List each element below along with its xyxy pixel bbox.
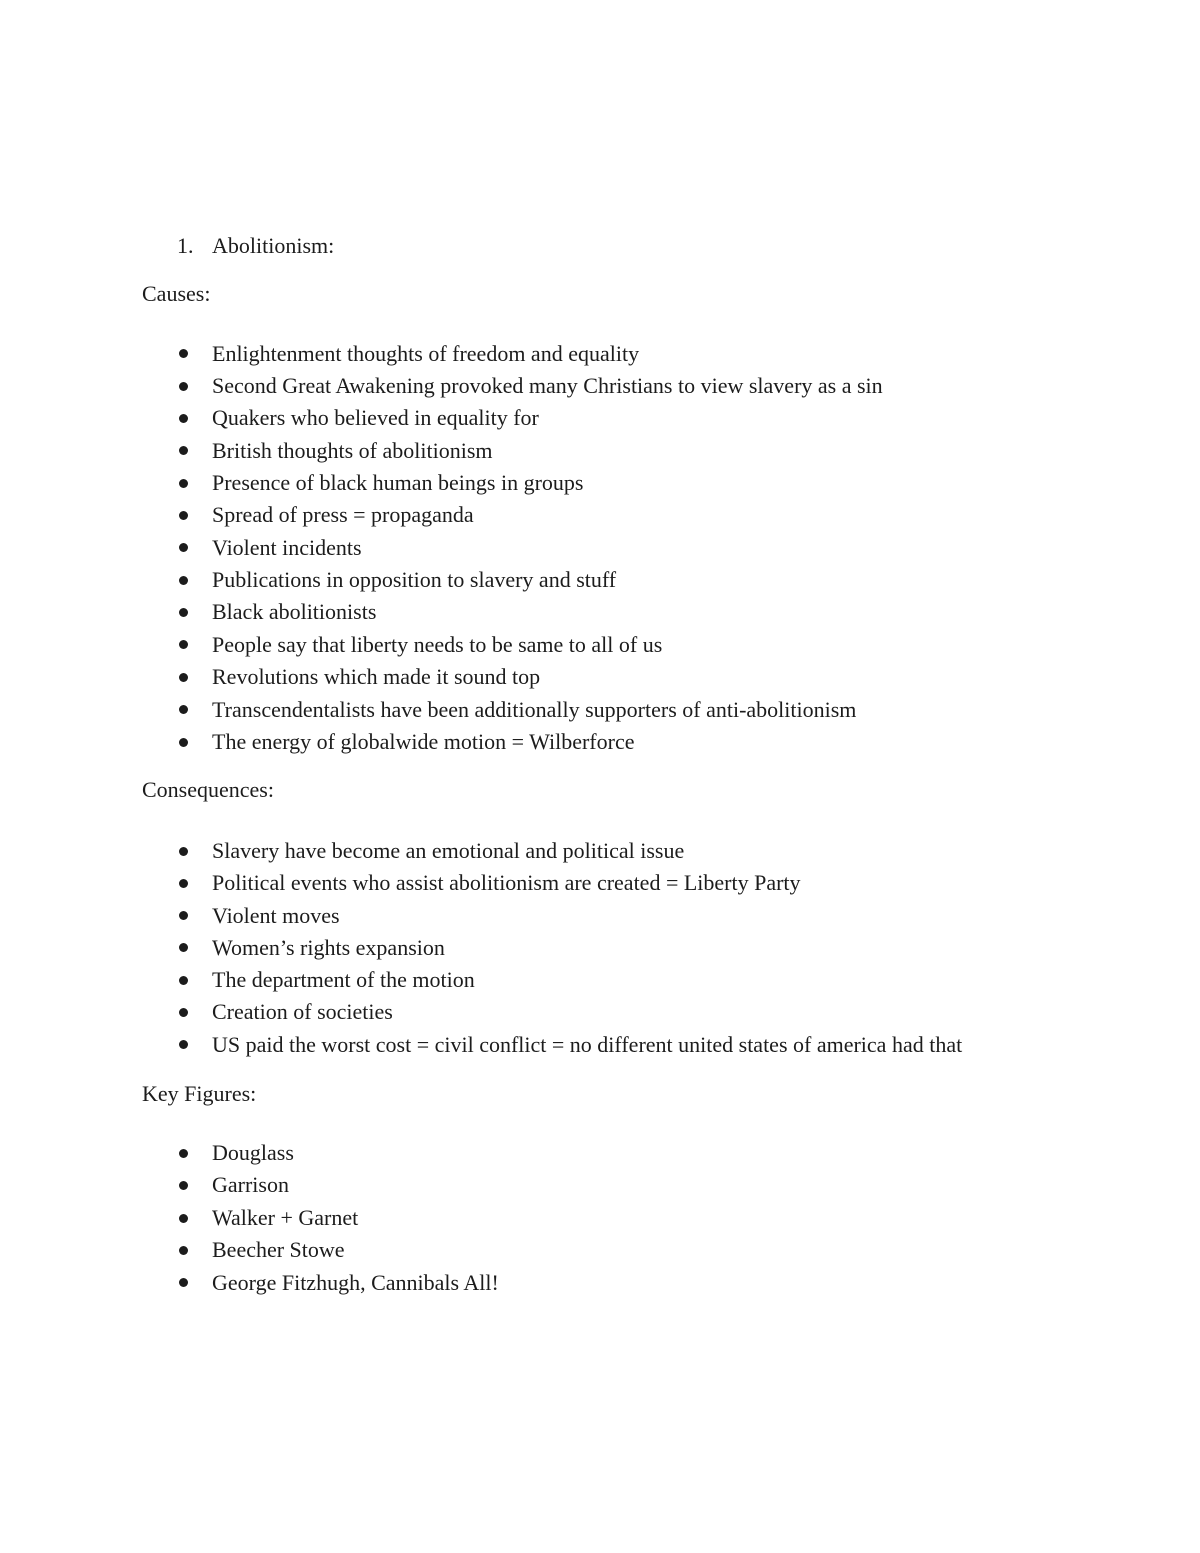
list-item: Revolutions which made it sound top bbox=[212, 664, 541, 689]
bullet-icon bbox=[179, 943, 188, 952]
list-item: Quakers who believed in equality for bbox=[212, 405, 539, 430]
bullet-icon bbox=[179, 446, 188, 455]
list-item: George Fitzhugh, Cannibals All! bbox=[212, 1270, 499, 1295]
bullet-icon bbox=[179, 543, 188, 552]
list-item: Walker + Garnet bbox=[212, 1205, 359, 1230]
bullet-icon bbox=[179, 1246, 188, 1255]
bullet-icon bbox=[179, 1008, 188, 1017]
list-item: Creation of societies bbox=[212, 999, 393, 1024]
bullet-icon bbox=[179, 879, 188, 888]
bullet-icon bbox=[179, 608, 188, 617]
bullet-icon bbox=[179, 1278, 188, 1287]
list-item: The department of the motion bbox=[212, 967, 475, 992]
bullet-icon bbox=[179, 847, 188, 856]
bullet-icon bbox=[179, 1040, 188, 1049]
list-item: Publications in opposition to slavery and stuff bbox=[212, 567, 617, 592]
bullet-icon bbox=[179, 673, 188, 682]
bullet-icon bbox=[179, 414, 188, 423]
list-item: Political events who assist abolitionism are created = Liberty Party bbox=[212, 870, 801, 895]
list-item: Women’s rights expansion bbox=[212, 935, 445, 960]
list-item: Enlightenment thoughts of freedom and equality bbox=[212, 341, 640, 366]
list-item: Beecher Stowe bbox=[212, 1237, 345, 1262]
bullet-icon bbox=[179, 479, 188, 488]
bullet-icon bbox=[179, 349, 188, 358]
bullet-icon bbox=[179, 382, 188, 391]
bullet-icon bbox=[179, 511, 188, 520]
section-heading-consequences: Consequences: bbox=[142, 777, 274, 802]
list-item: People say that liberty needs to be same to all of us bbox=[212, 632, 663, 657]
list-item: Black abolitionists bbox=[212, 599, 377, 624]
list-item: Garrison bbox=[212, 1172, 289, 1197]
bullet-icon bbox=[179, 1149, 188, 1158]
list-item: Presence of black human beings in groups bbox=[212, 470, 584, 495]
bullet-icon bbox=[179, 1214, 188, 1223]
bullet-icon bbox=[179, 640, 188, 649]
list-item: Violent incidents bbox=[212, 535, 362, 560]
bullet-icon bbox=[179, 911, 188, 920]
list-item: Violent moves bbox=[212, 903, 340, 928]
list-item: British thoughts of abolitionism bbox=[212, 438, 493, 463]
bullet-icon bbox=[179, 738, 188, 747]
list-item: Transcendentalists have been additionally supporters of anti-abolitionism bbox=[212, 697, 857, 722]
section-heading-causes: Causes: bbox=[142, 281, 211, 306]
list-number: 1. bbox=[177, 233, 194, 258]
list-item: Spread of press = propaganda bbox=[212, 502, 474, 527]
list-item: US paid the worst cost = civil conflict = no different united states of america had that bbox=[212, 1032, 963, 1057]
bullet-icon bbox=[179, 576, 188, 585]
list-item: Second Great Awakening provoked many Christians to view slavery as a sin bbox=[212, 373, 883, 398]
list-item: The energy of globalwide motion = Wilberforce bbox=[212, 729, 635, 754]
topic-title: Abolitionism: bbox=[212, 233, 335, 258]
section-heading-key-figures: Key Figures: bbox=[142, 1081, 257, 1106]
list-item: Douglass bbox=[212, 1140, 294, 1165]
bullet-icon bbox=[179, 1181, 188, 1190]
bullet-icon bbox=[179, 976, 188, 985]
bullet-icon bbox=[179, 705, 188, 714]
list-item: Slavery have become an emotional and political issue bbox=[212, 838, 685, 863]
